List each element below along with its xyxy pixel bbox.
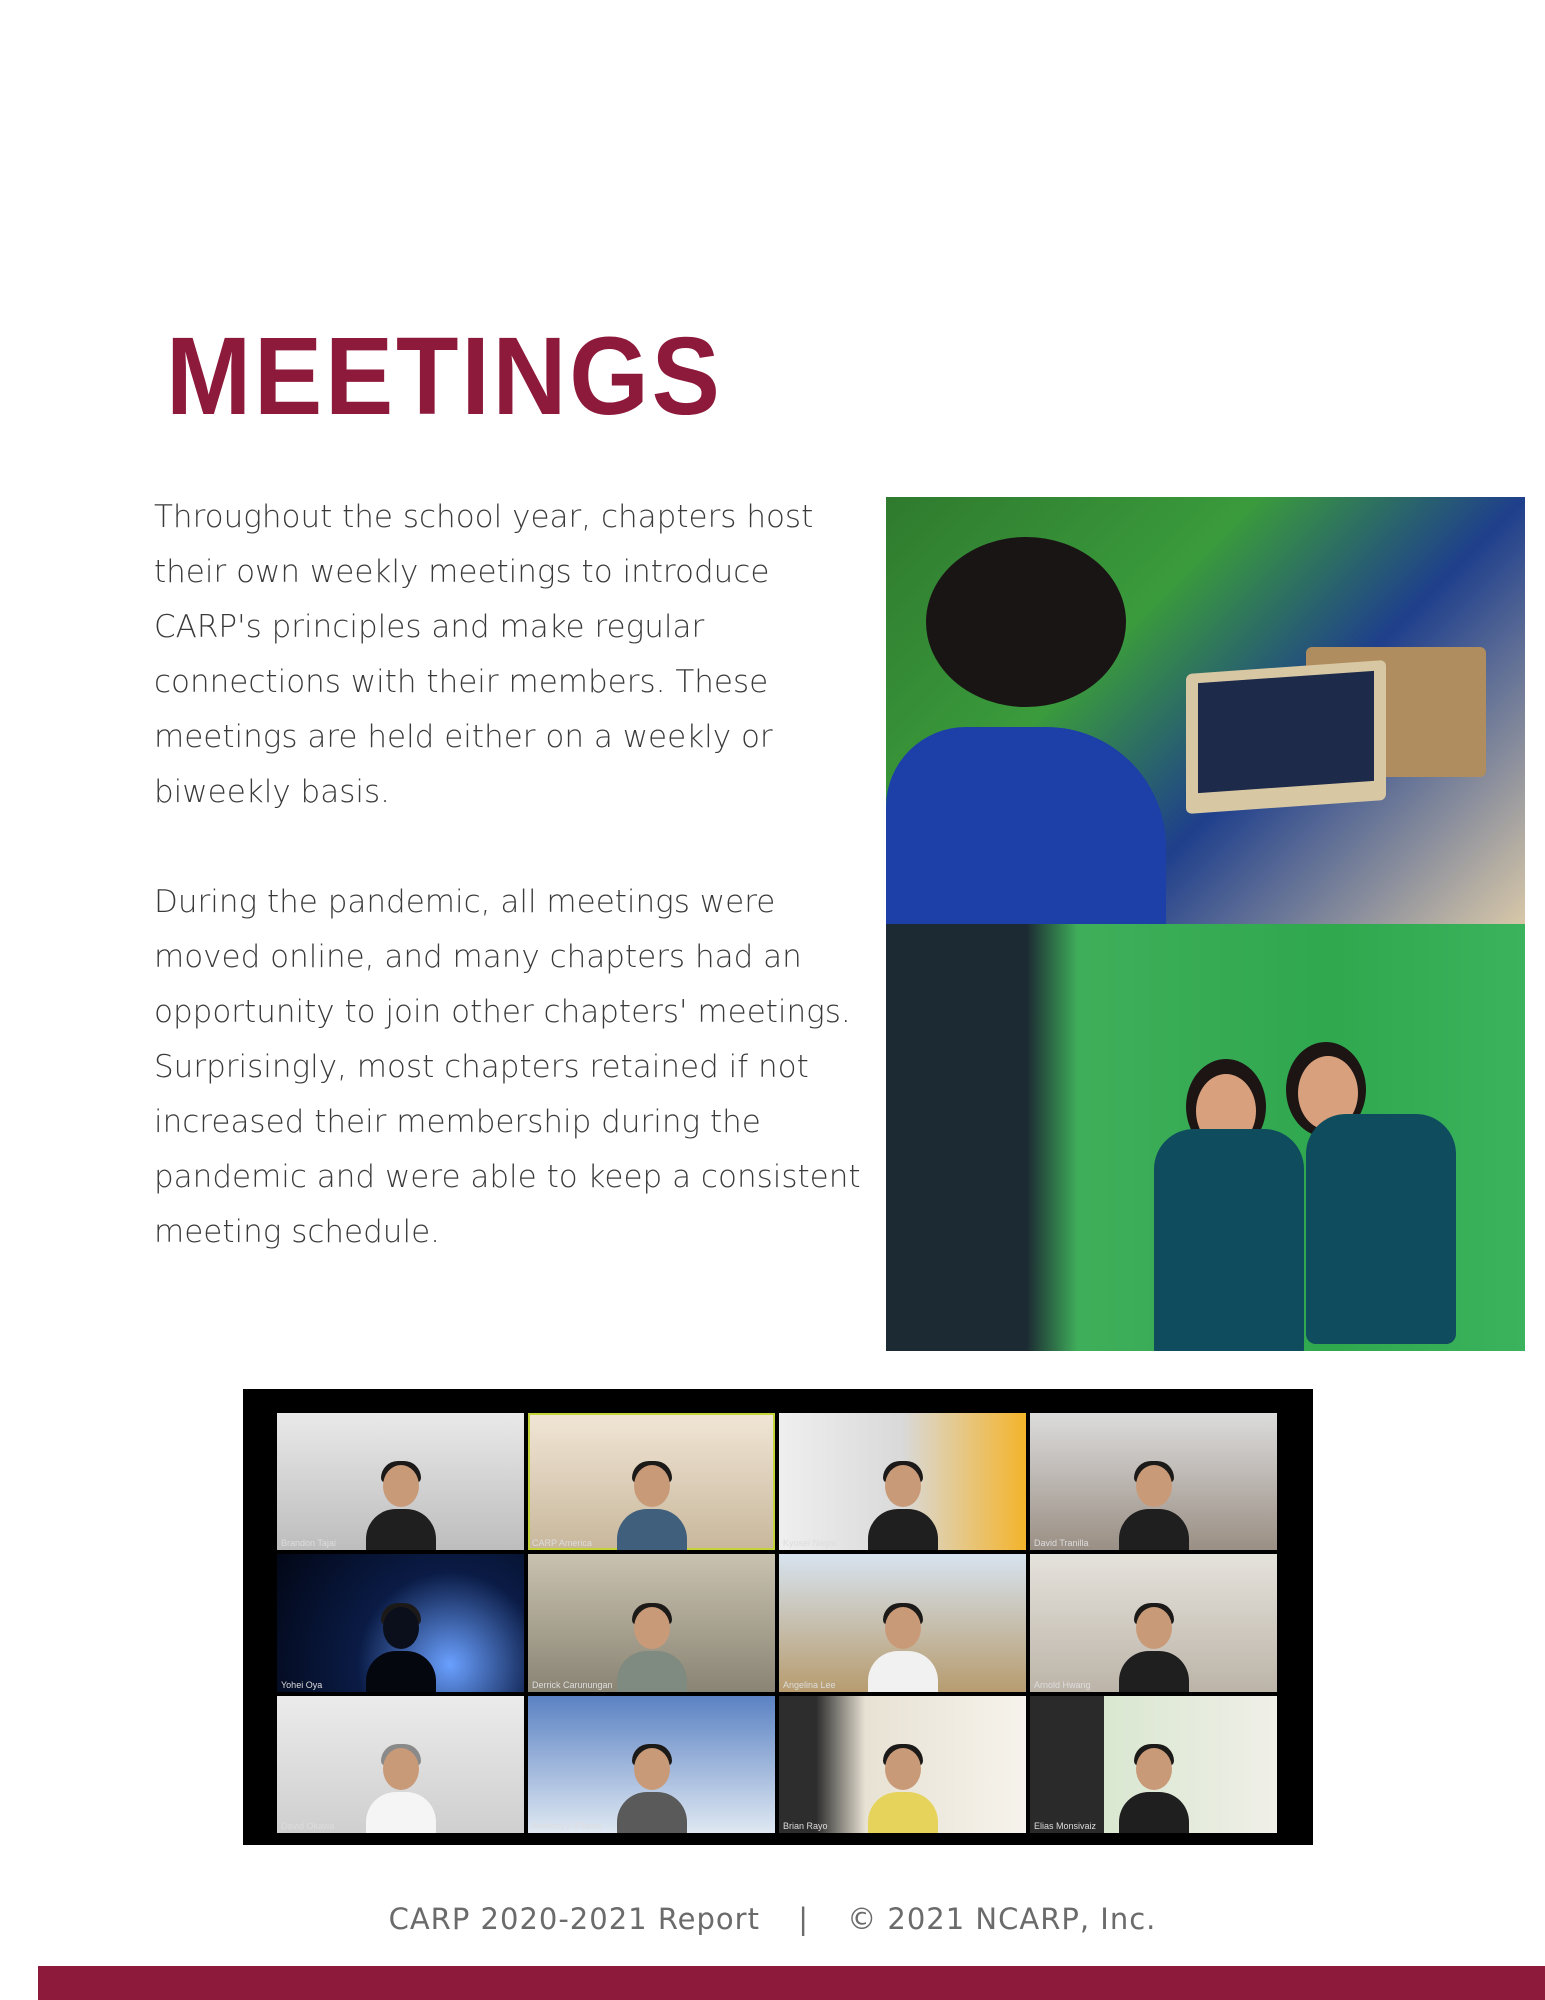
footer-separator: | — [798, 1902, 809, 1936]
student-figure — [906, 537, 1136, 924]
participant-name: Elias Monsivaiz — [1034, 1820, 1097, 1831]
zoom-tile — [277, 1696, 524, 1833]
zoom-tile — [277, 1413, 524, 1550]
photo-two-students-heart-pose — [886, 924, 1525, 1351]
zoom-tile — [1030, 1696, 1277, 1833]
participant-name: David Okawa — [281, 1820, 335, 1831]
participant-name: Arnold Hwang — [1034, 1679, 1091, 1690]
participant-name: Anthony's iPhone — [532, 1820, 602, 1831]
participant-name: David Tranilla — [1034, 1538, 1089, 1549]
participant-name: Angelina Lee — [783, 1679, 836, 1690]
participant-name: Derrick Carunungan — [532, 1679, 613, 1690]
photo-zoom-meeting — [243, 1389, 1313, 1845]
student-right — [1306, 1114, 1456, 1344]
zoom-tile — [779, 1696, 1026, 1833]
bottom-accent-bar — [38, 1966, 1545, 2000]
zoom-tile — [528, 1554, 775, 1691]
participant-name: Brandon Tajai — [281, 1538, 336, 1549]
zoom-tile — [1030, 1413, 1277, 1550]
participant-name: Yohei Oya — [281, 1679, 323, 1690]
zoom-tile — [277, 1554, 524, 1691]
page-title: MEETINGS — [166, 314, 723, 438]
zoom-tile — [528, 1413, 775, 1550]
participant-name: Brian Rayo — [783, 1820, 828, 1831]
zoom-tile — [779, 1554, 1026, 1691]
footer-report: CARP 2020-2021 Report — [388, 1902, 760, 1936]
zoom-tile — [779, 1413, 1026, 1550]
photo-student-at-laptop — [886, 497, 1525, 924]
footer-copyright: © 2021 NCARP, Inc. — [847, 1902, 1157, 1936]
zoom-tile — [528, 1696, 775, 1833]
paragraph-pandemic: During the pandemic, all meetings were moved online, and many chapters had an opportunity to join other chapters' meetings. Surprisingly, most chapters retained if not increased their membership during the pandemic and were able to keep a consistent meeting schedule. — [154, 884, 861, 1250]
body-text — [154, 490, 874, 1315]
zoom-tile — [1030, 1554, 1277, 1691]
paragraph-intro: Throughout the school year, chapters host their own weekly meetings to introduce CARP's principles and make regular connections with their members. These meetings are held either on a weekly or biweekly basis. — [154, 499, 814, 810]
participant-name: CARP America — [532, 1538, 592, 1549]
participant-name: Kyosei Nagai — [783, 1538, 837, 1549]
zoom-gallery — [277, 1413, 1277, 1833]
laptop-front — [1186, 660, 1386, 814]
footer — [0, 1902, 1545, 1936]
student-left — [1154, 1129, 1304, 1351]
